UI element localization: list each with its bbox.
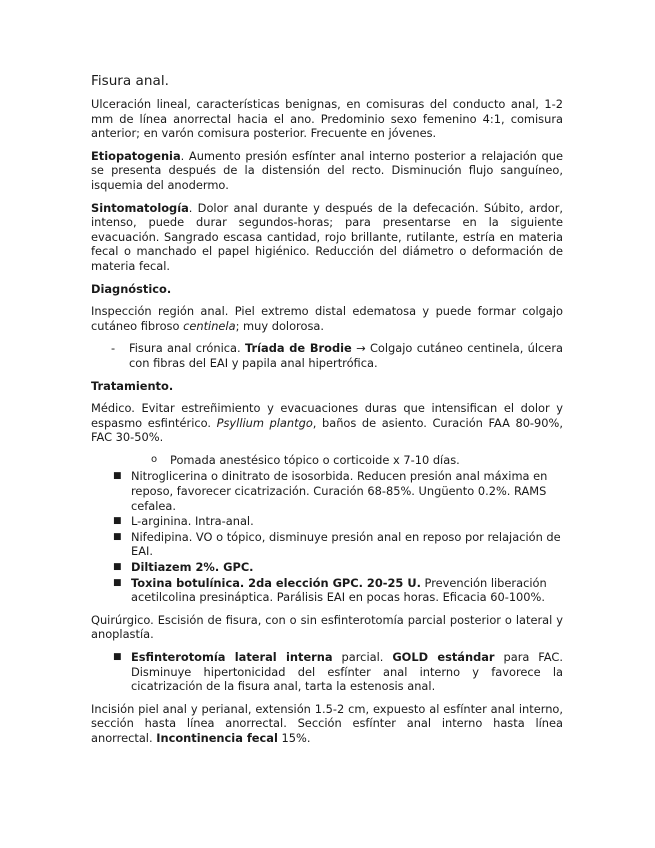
square-bullet-icon: ■ [113,471,122,482]
square-bullet-icon: ■ [113,577,122,588]
bullet-item-nitro [113,469,563,513]
toxina-bold: Toxina botulínica. 2da elección GPC. 20-25 U. [131,575,421,590]
esfin-bold-2: GOLD estándar [392,650,495,664]
diagnostico-paragraph [91,304,563,333]
bullet-text: Nitroglicerina o dinitrato de isosorbida. Reducen presión anal máxima en reposo, favorecer cicatrización. Curación 68-85%. Ungüento 0.2%. RAMS cefalea. [131,469,548,513]
incontinencia-bold: Incontinencia fecal [156,730,278,745]
incision-text: Incisión piel anal y perianal, extensión 1.5-2 cm, expuesto al esfínter anal interno, sección hasta línea anorrectal. Sección esfínter anal interno hasta línea anorrectal. [91,701,563,745]
etiopatogenia-text: . Aumento presión esfínter anal interno posterior a relajación que se presenta después de la distensión del recto. Disminución flujo sanguíneo, isquemia del anodermo. [91,148,563,192]
incision-paragraph [91,702,563,746]
diagnostico-heading: Diagnóstico. [91,281,172,296]
toxina-text: Prevención liberación acetilcolina presináptica. Parálisis EAI en pocas horas. Eficacia 60-100%. [131,575,547,605]
tratamiento-heading: Tratamiento. [91,378,174,393]
esfin-text-1: parcial. [332,650,393,664]
intro-paragraph: Ulceración lineal, características benignas, en comisuras del conducto anal, 1-2 mm de línea anorrectal hacia el ano. Predominio sexo femenino 4:1, comisura anterior; en varón comisura posterior. Frecuente en jóvenes. [91,97,563,141]
medico-text-b: , baños de asiento. Curación FAA 80-90%, FAC 30-50%. [91,415,563,445]
square-bullet-icon: ■ [113,562,122,573]
sintomatologia-label: Sintomatología [91,200,189,215]
bullet-text [131,576,563,605]
bullet-text: L-arginina. Intra-anal. [131,514,254,529]
bullet-item-toxina [113,576,563,605]
esfin-text-2: para FAC. Disminuye hipertonicidad del esfínter anal interno y favorece la cicatrización de la fisura anal, tarta la estenosis anal. [131,650,563,694]
medico-italic: Psyllium plantgo [216,415,313,430]
diagnostico-italic: centinela [183,318,236,333]
dash-item-text [129,341,563,370]
circle-bullet-icon: o [151,453,158,465]
sintomatologia-text: . Dolor anal durante y después de la defecación. Súbito, ardor, intenso, puede durar segundos-horas; para presentarse en la siguiente evacuación. Sangrado escasa cantidad, rojo brillante, rutilante, estría en materia fecal o manchado el papel higiénico. Reducción del diámetro o deformación de materia fecal. [91,200,563,273]
esfin-bold-1: Esfinterotomía lateral interna [131,650,333,664]
diagnostico-dash-item [111,341,563,370]
medico-paragraph [91,401,563,445]
document-title: Fisura anal. [91,73,169,89]
bullet-item-esfinterotomia [113,650,563,694]
circle-item-text: Pomada anestésico tópico o corticoide x 7-10 días. [170,452,460,467]
bullet-item-diltiazem [113,560,563,575]
sintomatologia-paragraph [91,201,563,274]
triada-brodie: Tríada de Brodie [245,341,352,356]
diagnostico-text-b: ; muy dolorosa. [235,318,324,333]
medico-text-a: Médico. Evitar estreñimiento y evacuaciones duras que intensifican el dolor y espasmo esfintérico. [91,401,563,430]
bullet-item-nifedipina [113,530,563,559]
bullet-text [131,650,563,694]
circle-list-item [151,453,563,468]
quirurgico-paragraph: Quirúrgico. Escisión de fisura, con o sin esfinterotomía parcial posterior o lateral y anoplastía. [91,612,563,642]
document-content [91,73,563,754]
square-bullet-icon: ■ [113,516,122,527]
arrow-icon: → [351,341,370,356]
diagnostico-text-a: Inspección región anal. Piel extremo distal edematosa y puede formar colgajo cutáneo fibroso [91,304,563,333]
etiopatogenia-paragraph [91,149,563,193]
bullet-text: Nifedipina. VO o tópico, disminuye presión anal en reposo por relajación de EAI. [131,529,561,559]
etiopatogenia-label: Etiopatogenia [91,148,181,163]
dash-marker: - [111,341,116,356]
spacer [91,606,563,613]
dash-item-b: Colgajo cutáneo centinela, úlcera con fibras del EAI y papila anal hipertrófica. [129,341,563,370]
square-bullet-icon: ■ [113,531,122,542]
bullet-item-larginina [113,514,563,529]
incision-end: 15%. [277,730,311,745]
bullet-text: Diltiazem 2%. GPC. [131,560,254,575]
dash-item-a: Fisura anal crónica. [129,341,245,356]
square-bullet-icon: ■ [113,652,122,662]
